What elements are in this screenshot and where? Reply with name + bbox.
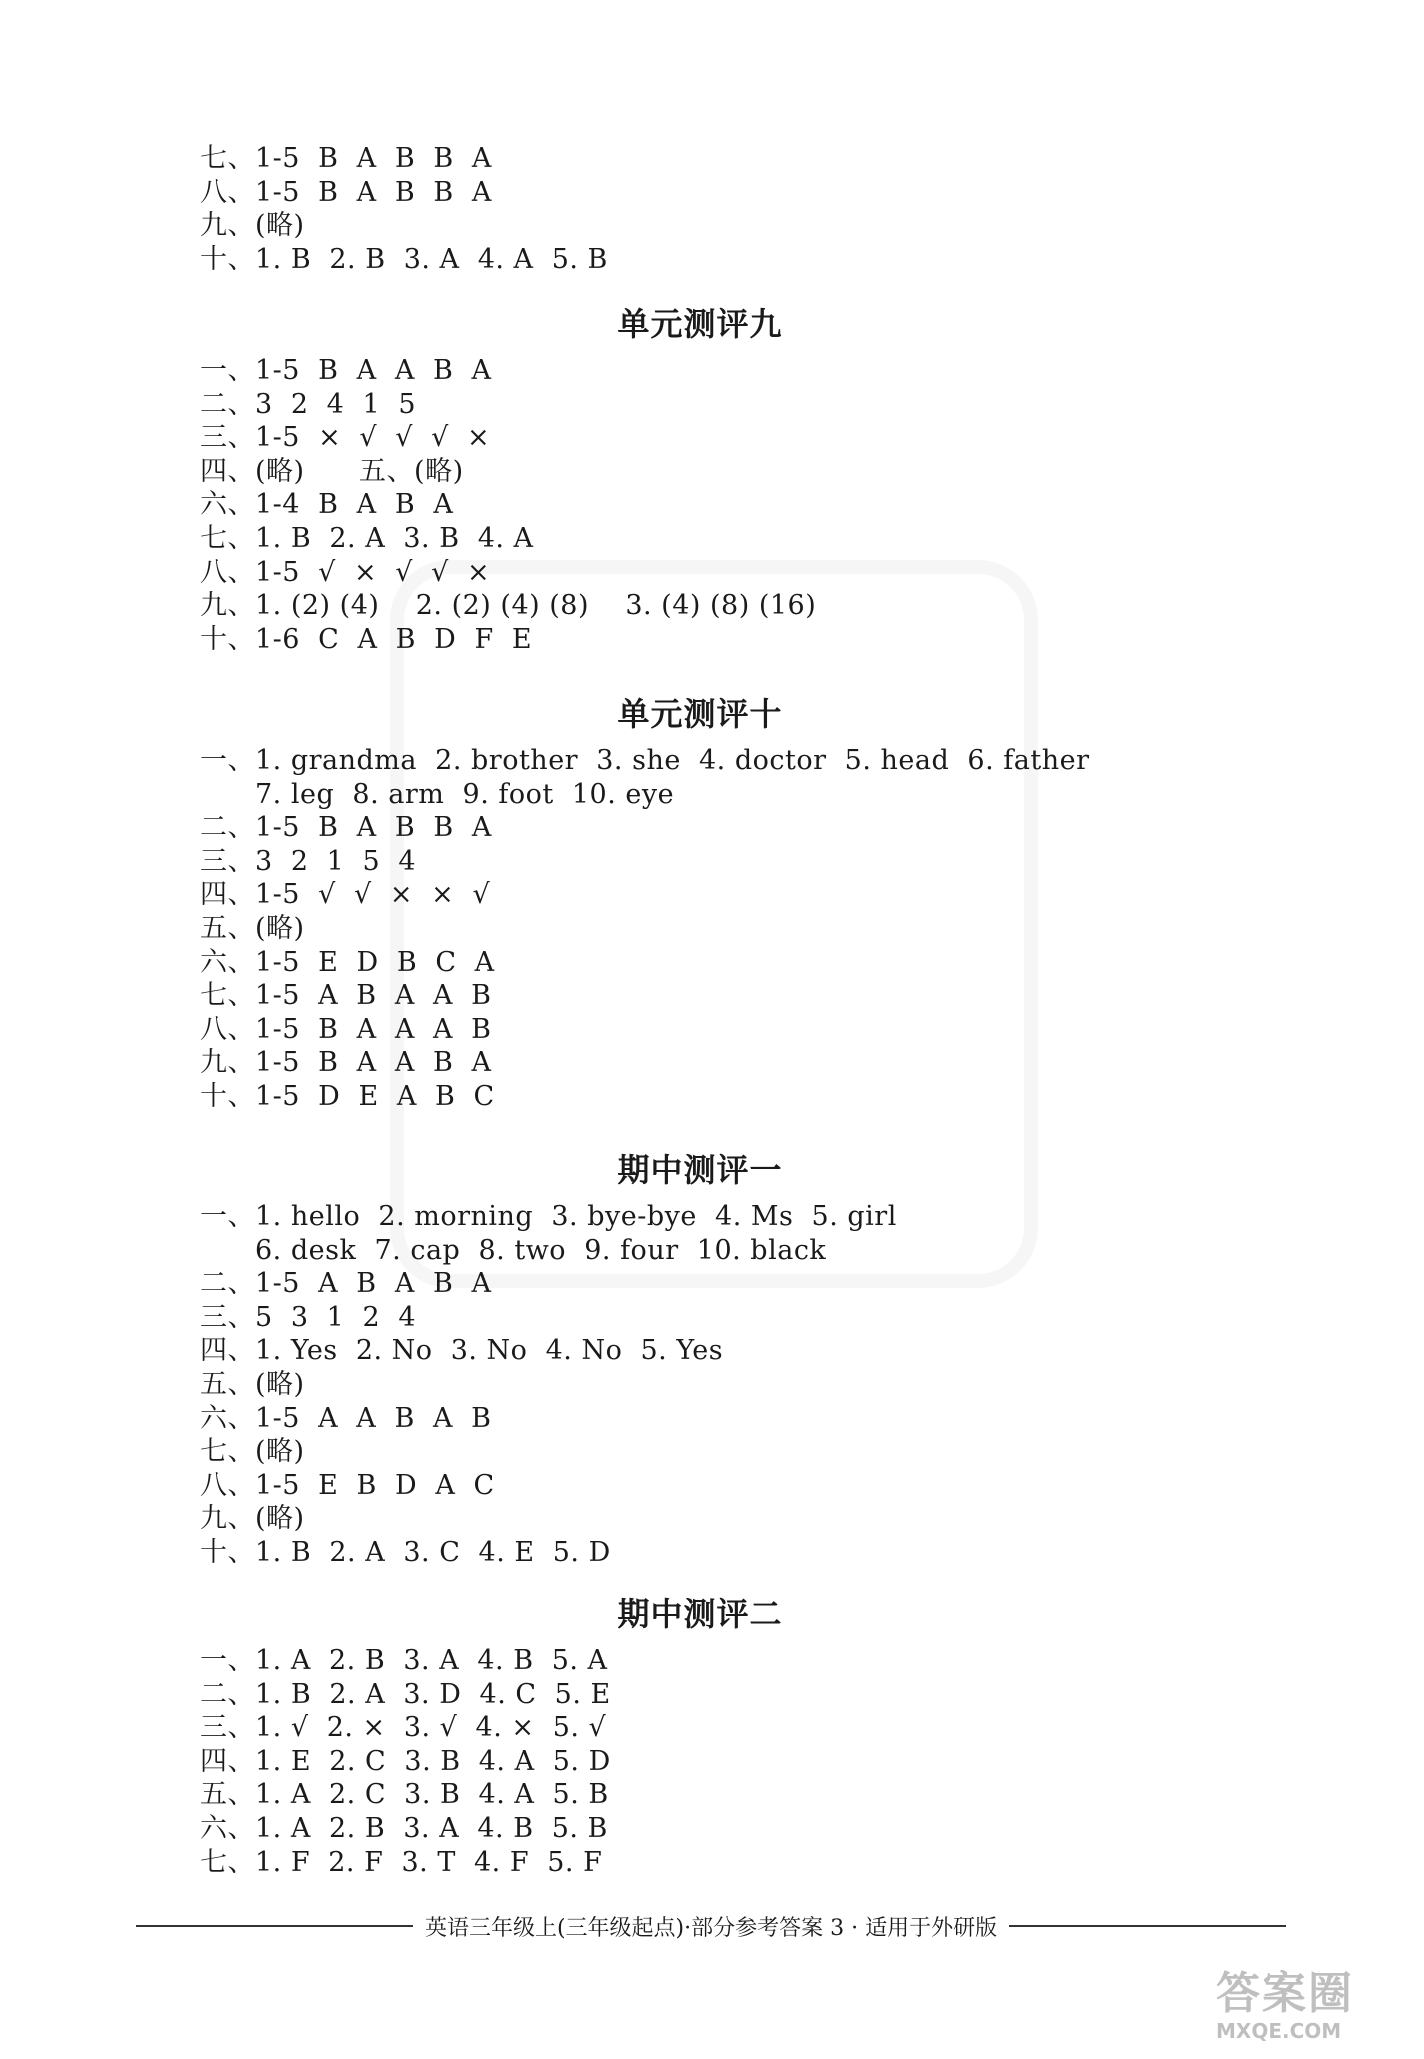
answer-line: 十、1-5 D E A B C [200, 1080, 495, 1112]
answer-line: 十、1-6 C A B D F E [200, 623, 533, 655]
answer-line: 五、(略) [200, 1368, 305, 1400]
footer-rule-left [136, 1925, 413, 1927]
answer-line: 六、1-5 A A B A B [200, 1402, 492, 1434]
answer-line: 一、1. grandma 2. brother 3. she 4. doctor 5. head 6. father [200, 745, 1090, 776]
section-continued [200, 142, 1300, 276]
answer-line: 三、1-5 × √ √ √ × [200, 422, 491, 454]
answer-line: 八、1-5 √ × √ √ × [200, 556, 491, 588]
answer-line: 二、1. B 2. A 3. D 4. C 5. E [200, 1678, 611, 1710]
answer-line: 四、1-5 √ √ × × √ [200, 879, 491, 911]
stamp-text: 答案圈 [1216, 1968, 1354, 2019]
answer-line: 三、3 2 1 5 4 [200, 845, 417, 877]
answer-line: 五、1. A 2. C 3. B 4. A 5. B [200, 1779, 609, 1811]
answer-line: 四、1. Yes 2. No 3. No 4. No 5. Yes [200, 1335, 724, 1367]
section-unit-test-9 [200, 290, 1300, 656]
answer-line: 六、1-5 E D B C A [200, 946, 495, 978]
footer-text: 英语三年级上(三年级起点)·部分参考答案 3 · 适用于外研版 [424, 1915, 998, 1941]
page-footer [136, 1906, 1286, 1946]
answer-line: 七、1. B 2. A 3. B 4. A [200, 522, 534, 554]
answer-line: 七、1-5 A B A A B [200, 980, 492, 1012]
section-unit-test-10 [200, 680, 1300, 1114]
answer-line: 八、1-5 B A B B A [200, 176, 492, 208]
section-heading: 单元测评九 [617, 305, 783, 343]
answer-line: 二、1-5 B A B B A [200, 812, 492, 844]
answer-line: 二、1-5 A B A B A [200, 1268, 492, 1300]
answer-line: 二、3 2 4 1 5 [200, 388, 417, 420]
section-midterm-1 [200, 1136, 1300, 1570]
answer-line: 7. leg 8. arm 9. foot 10. eye [255, 778, 675, 810]
footer-rule-right [1009, 1925, 1286, 1927]
answer-line: 十、1. B 2. B 3. A 4. A 5. B [200, 243, 608, 275]
section-midterm-2 [200, 1580, 1300, 1879]
answer-line: 九、1-5 B A A B A [200, 1047, 492, 1079]
section-heading: 单元测评十 [617, 695, 783, 733]
answer-line: 一、1-5 B A A B A [200, 355, 492, 386]
answer-line: 五、(略) [200, 912, 305, 944]
answer-line: 十、1. B 2. A 3. C 4. E 5. D [200, 1536, 611, 1568]
answer-line: 七、1. F 2. F 3. T 4. F 5. F [200, 1846, 603, 1878]
section-heading: 期中测评一 [617, 1151, 783, 1189]
answer-line: 九、(略) [200, 1503, 305, 1535]
answer-line: 六、1. A 2. B 3. A 4. B 5. B [200, 1812, 608, 1844]
site-logo-stamp [1216, 1969, 1406, 2047]
answer-line: 四、1. E 2. C 3. B 4. A 5. D [200, 1745, 611, 1777]
answer-line: 六、1-4 B A B A [200, 489, 454, 521]
answer-line: 四、(略) 五、(略) [200, 455, 464, 487]
answer-line: 三、1. √ 2. × 3. √ 4. × 5. √ [200, 1712, 607, 1744]
answer-line: 八、1-5 E B D A C [200, 1469, 495, 1501]
answer-line: 九、1. (2) (4) 2. (2) (4) (8) 3. (4) (8) (16) [200, 590, 817, 622]
answer-line: 七、(略) [200, 1436, 305, 1468]
answer-line: 八、1-5 B A A A B [200, 1013, 492, 1045]
answer-line: 三、5 3 1 2 4 [200, 1301, 417, 1333]
answer-line: 七、1-5 B A B B A [200, 143, 492, 174]
answer-line: 6. desk 7. cap 8. two 9. four 10. black [255, 1234, 827, 1266]
section-heading: 期中测评二 [617, 1595, 783, 1633]
answer-line: 九、(略) [200, 210, 305, 242]
answer-line: 一、1. A 2. B 3. A 4. B 5. A [200, 1645, 608, 1676]
stamp-site: MXQE.COM [1216, 2019, 1342, 2043]
answer-line: 一、1. hello 2. morning 3. bye-bye 4. Ms 5. girl [200, 1201, 897, 1232]
